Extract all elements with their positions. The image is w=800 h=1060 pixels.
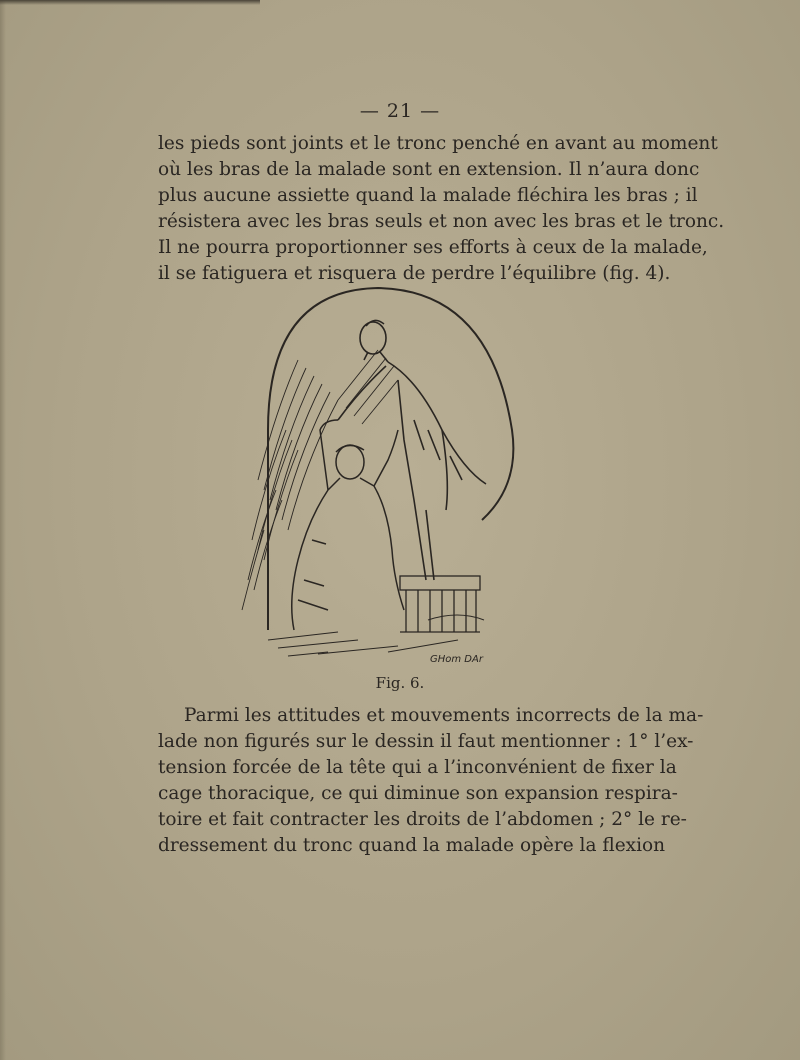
text-line: cage thoracique, ce qui diminue son expansion respira- <box>158 783 678 804</box>
arch-frame <box>268 288 513 630</box>
background-hatching <box>242 350 398 610</box>
floor-hatching <box>268 615 484 656</box>
text-line: lade non figurés sur le dessin il faut mentionner : 1° l’ex- <box>158 731 694 752</box>
figure-caption: Fig. 6. <box>375 674 425 692</box>
text-line: toire et fait contracter les droits de l’abdomen ; 2° le re- <box>158 809 687 830</box>
stool <box>400 576 480 632</box>
figure-illustration <box>228 280 528 670</box>
text-line: plus aucune assiette quand la malade fléchira les bras ; il <box>158 185 698 206</box>
text-line: Parmi les attitudes et mouvements incorrects de la ma- <box>184 705 704 726</box>
page-number: — 21 — <box>359 100 441 122</box>
page-top-shadow <box>0 0 260 5</box>
artist-signature: GHom DAr <box>430 654 483 665</box>
text-line: Il ne pourra proportionner ses efforts à ceux de la malade, <box>158 237 708 258</box>
text-line: tension forcée de la tête qui a l’inconvénient de fixer la <box>158 757 677 778</box>
text-line: il se fatiguera et risquera de perdre l’équilibre (fig. 4). <box>158 263 671 284</box>
page-edge-shadow <box>0 0 6 1060</box>
text-line: où les bras de la malade sont en extension. Il n’aura donc <box>158 159 700 180</box>
text-line: résistera avec les bras seuls et non avec les bras et le tronc. <box>158 211 725 232</box>
text-line: les pieds sont joints et le tronc penché en avant au moment <box>158 133 718 154</box>
paragraph-2 <box>158 703 704 859</box>
text-line: dressement du tronc quand la malade opère la flexion <box>158 835 666 856</box>
seated-figure <box>292 420 404 630</box>
paragraph-1 <box>158 131 725 287</box>
